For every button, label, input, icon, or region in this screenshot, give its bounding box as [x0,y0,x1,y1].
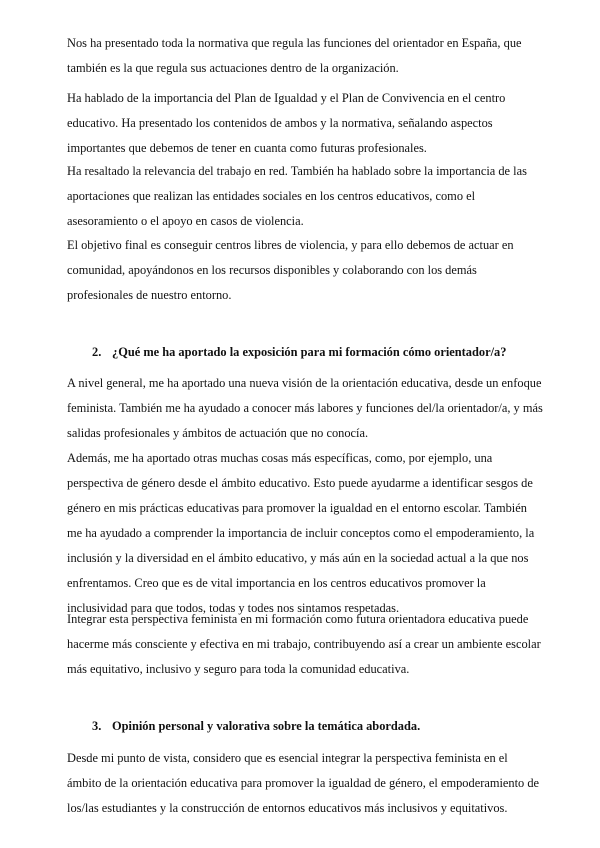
text-line: enfrentamos. Creo que es de vital importancia en los centros educativos promover la [67,576,486,590]
section-number: 2. [92,345,102,359]
text-line: asesoramiento o el apoyo en casos de violencia. [67,214,304,228]
text-line: profesionales de nuestro entorno. [67,288,232,302]
text-line: feminista. También me ha ayudado a conocer más labores y funciones del/la orientador/a, y más [67,401,543,415]
text-line: A nivel general, me ha aportado una nueva visión de la orientación educativa, desde un enfoque [67,376,542,390]
text-line: Integrar esta perspectiva feminista en mi formación como futura orientadora educativa puede [67,612,529,626]
text-line: los/las estudiantes y la construcción de entornos educativos más inclusivos y equitativos. [67,801,508,815]
text-line: educativo. Ha presentado los contenidos de ambos y la normativa, señalando aspectos [67,116,493,130]
section-title: Opinión personal y valorativa sobre la temática abordada. [112,719,421,733]
text-line: Ha hablado de la importancia del Plan de Igualdad y el Plan de Convivencia en el centro [67,91,506,105]
text-line: Ha resaltado la relevancia del trabajo en red. También ha hablado sobre la importancia de las [67,164,527,178]
text-line: inclusividad para que todos, todas y todes nos sintamos respetadas. [67,601,400,615]
section-3-heading [92,714,420,739]
intro-paragraph-3 [67,159,547,234]
text-line: más equitativo, inclusivo y seguro para toda la comunidad educativa. [67,662,410,676]
section-2-paragraph-3 [67,607,547,682]
text-line: importantes que debemos de tener en cuanta como futuras profesionales. [67,141,427,155]
text-line: El objetivo final es conseguir centros libres de violencia, y para ello debemos de actuar en [67,238,514,252]
text-line: también es la que regula sus actuaciones dentro de la organización. [67,61,399,75]
text-line: comunidad, apoyándonos en los recursos disponibles y colaborando con los demás [67,263,477,277]
section-2-paragraph-2 [67,446,547,621]
text-line: Además, me ha aportado otras muchas cosas más específicas, como, por ejemplo, una [67,451,493,465]
text-line: perspectiva de género desde el ámbito educativo. Esto puede ayudarme a identificar sesgos de [67,476,533,490]
section-number: 3. [92,719,102,733]
text-line: me ha ayudado a comprender la importancia de incluir conceptos como el empoderamiento, la [67,526,535,540]
text-line: inclusión y la diversidad en el ámbito educativo, y más aún en la sociedad actual a la que nos [67,551,529,565]
text-line: Nos ha presentado toda la normativa que regula las funciones del orientador en España, que [67,36,522,50]
section-3-paragraph-1 [67,746,547,821]
text-line: salidas profesionales y ámbitos de actuación que no conocía. [67,426,369,440]
text-line: ámbito de la orientación educativa para promover la igualdad de género, el empoderamiento de [67,776,540,790]
text-line: Desde mi punto de vista, considero que es esencial integrar la perspectiva feminista en el [67,751,508,765]
text-line: hacerme más consciente y efectiva en mi trabajo, contribuyendo así a crear un ambiente escolar [67,637,541,651]
text-line: aportaciones que realizan las entidades sociales en los centros educativos, como el [67,189,476,203]
section-2-paragraph-1 [67,371,547,446]
intro-paragraph-1 [67,31,547,81]
intro-paragraph-2 [67,86,547,161]
section-2-heading [92,340,506,365]
section-title: ¿Qué me ha aportado la exposición para mi formación cómo orientador/a? [112,345,507,359]
intro-paragraph-4 [67,233,547,308]
text-line: género en mis prácticas educativas para promover la igualdad en el entorno escolar. También [67,501,527,515]
